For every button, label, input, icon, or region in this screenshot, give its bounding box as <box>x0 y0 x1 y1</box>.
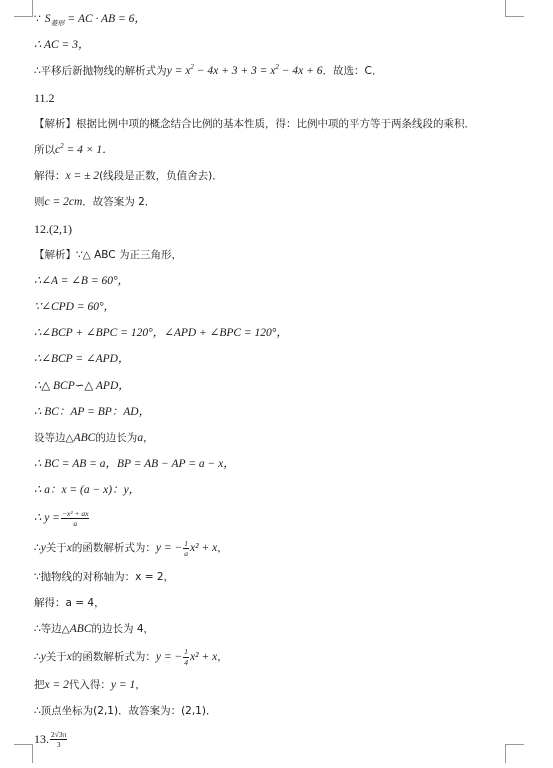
text-line: 把 x = 2 代入得： y = 1 ， <box>34 679 146 692</box>
question-number: 12.(2,1) <box>34 221 72 236</box>
question-number: 11.2 <box>34 90 55 105</box>
text-line: ∴ BC = AB = a，BP = AB − AP = a − x， <box>34 458 235 471</box>
page-corner-mark-top-left <box>14 0 33 17</box>
text-line: 所以 $c^2 = 4 \times 1$． <box>34 137 514 163</box>
text-line: ∴ y 关于 x 的函数解析式为： y = − $\frac{1}{4}$ x² + x ， <box>34 647 228 667</box>
math-expr: $S_{菱形}$ = AC · AB = 6， <box>44 13 146 28</box>
text-line: 解得： x = ± 2 (线段是正数，负值舍去)． <box>34 170 223 183</box>
text-line: ∴等边△ ABC 的边长为 4， <box>34 622 155 635</box>
document-body <box>34 6 514 755</box>
page-corner-mark-bottom-left <box>14 744 33 763</box>
math-expr: $c^2 = 4 \times 1$． <box>55 142 114 156</box>
fraction: $\frac{2√3\pi}{3}$ <box>51 729 67 749</box>
text-line: 设等边△ ABC 的边长为 a ， <box>34 432 154 444</box>
fraction: $\frac{\text{−x² + ax}}{a}$ <box>61 508 89 529</box>
text-line: ∴∠BCP = ∠APD， <box>34 353 130 366</box>
text-line: ∴ y = $\frac{\text{−x² + ax}}{a}$ <box>34 508 89 529</box>
text-line: 【解析】∵△ ABC 为正三角形， <box>34 248 182 261</box>
text-line: ∴△ BCP∽△ APD， <box>34 379 130 392</box>
question-number: 13. $\frac{2√3\pi}{3}$ <box>34 729 67 749</box>
text-line: ∴ y 关于 x 的函数解析式为： y = − $\frac{1}{a}$ x² + x ， <box>34 538 228 559</box>
text-line: ∴顶点坐标为(2,1)．故答案为：(2,1)． <box>34 705 217 718</box>
text-line: 解得：a = 4， <box>34 596 105 609</box>
fraction: $\frac{1}{a}$ <box>184 538 189 559</box>
text-line: ∴平移后新抛物线的解析式为 $y = x^2 - 4x + 3 + 3 = x^2 - 4x + 6$ ．故选：C． <box>34 58 514 84</box>
text-line: ∴ AC = 3， <box>34 39 90 52</box>
text-line: ∵ $S_{菱形}$ = AC · AB = 6， <box>34 6 514 32</box>
text-line: ∴∠BCP + ∠BPC = 120°，∠APD + ∠BPC = 120°， <box>34 327 288 340</box>
fraction: $\frac{1}{4}$ <box>184 647 189 667</box>
text-line: 则 c = 2cm ．故答案为 2． <box>34 196 156 209</box>
text-line: ∴ BC：AP = BP：AD， <box>34 405 151 418</box>
text-line: ∴∠A = ∠B = 60°， <box>34 274 130 287</box>
text-line: ∵抛物线的对称轴为：x = 2， <box>34 570 175 583</box>
text-line: ∵∠CPD = 60°， <box>34 301 116 314</box>
text-line: ∴ a：x = (a − x)：y， <box>34 484 141 497</box>
math-expr: $y = x^2 - 4x + 3 + 3 = x^2 - 4x + 6$ <box>166 63 323 78</box>
text-line: 【解析】根据比例中项的概念结合比例的基本性质，得：比例中项的平方等于两条线段的乘积． <box>34 117 475 130</box>
